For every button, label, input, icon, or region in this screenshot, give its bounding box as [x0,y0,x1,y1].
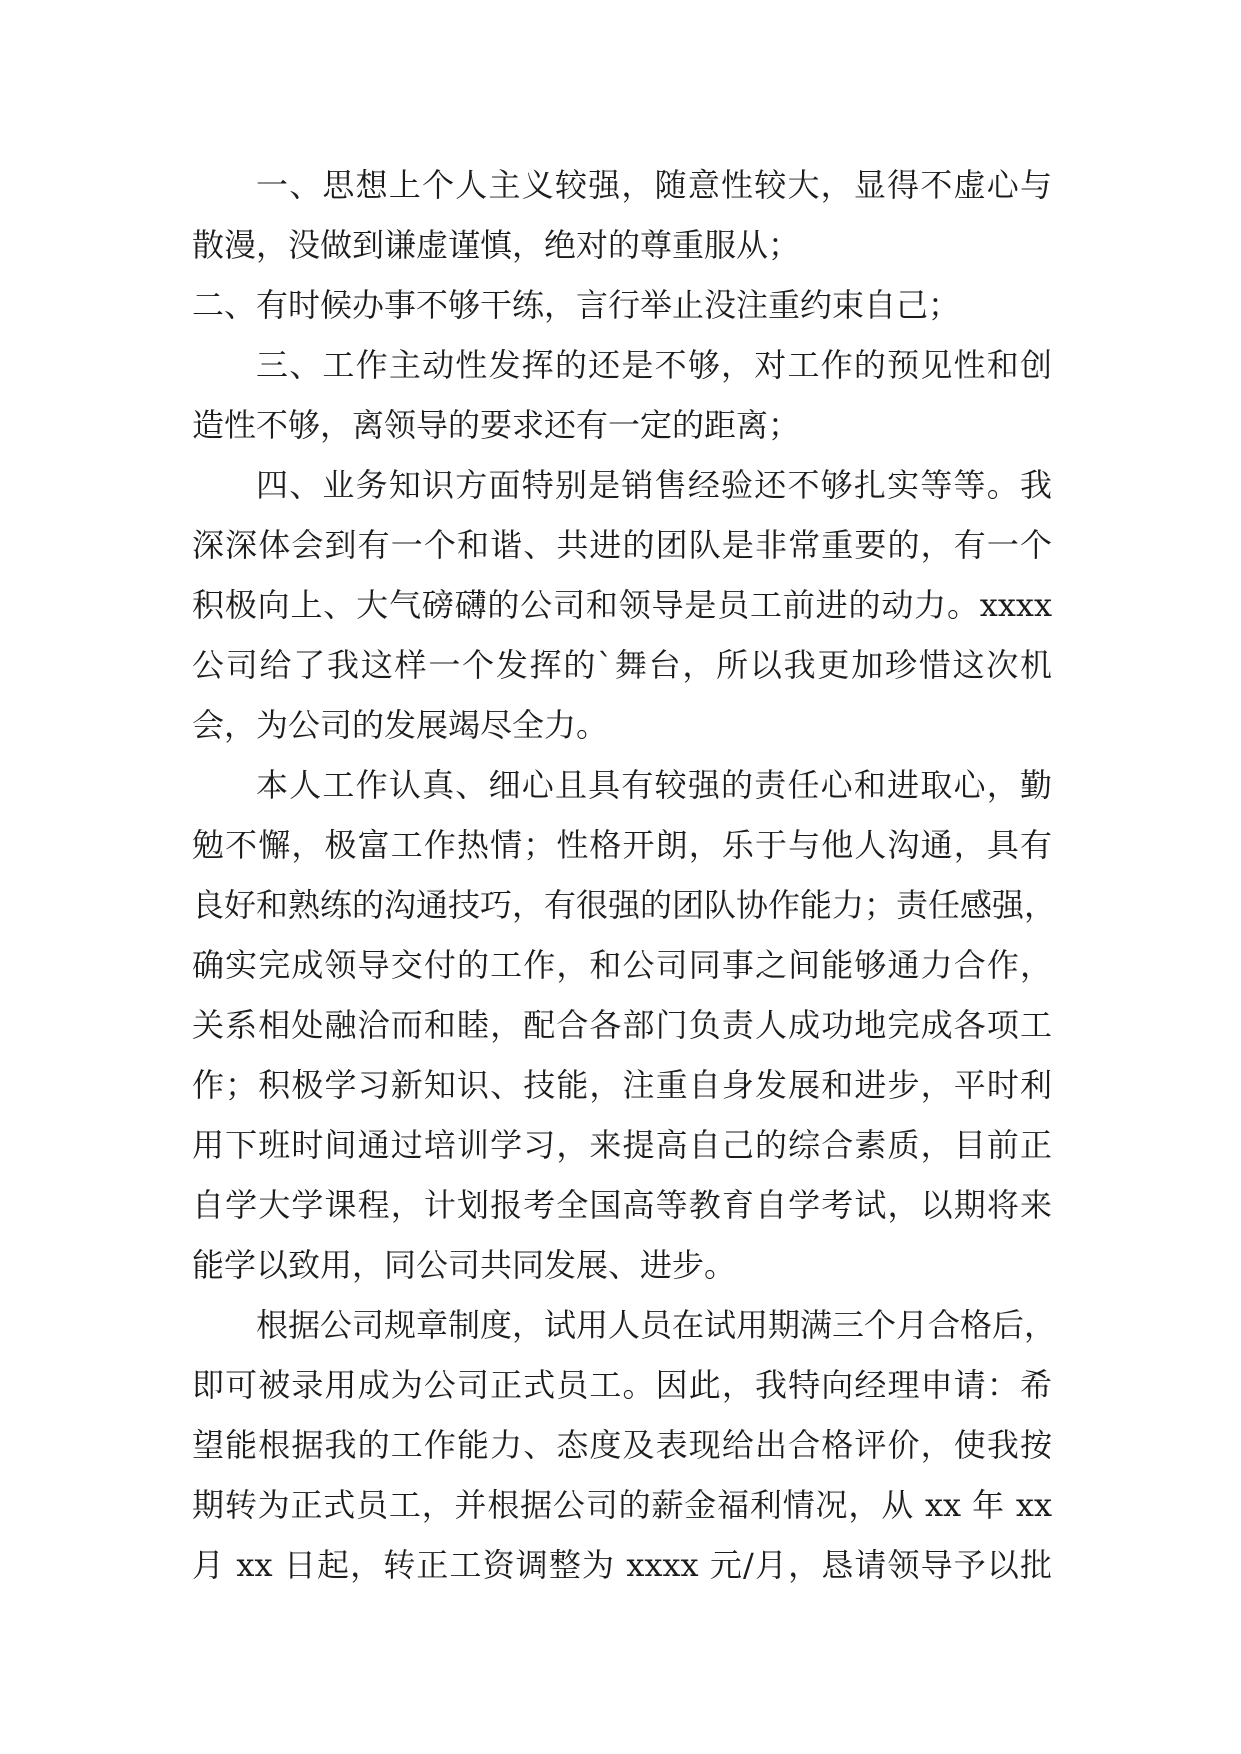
paragraph-5-line-8: 自学大学课程，计划报考全国高等教育自学考试，以期将来 [192,1186,1052,1224]
paragraph-5-line-1: 本人工作认真、细心且具有较强的责任心和进取心，勤 [256,766,1052,804]
document-body [192,155,1057,1595]
paragraph-4-line-5: 会，为公司的发展竭尽全力。 [192,706,609,744]
paragraph-5-line-7: 用下班时间通过培训学习，来提高自己的综合素质，目前正 [192,1126,1052,1164]
paragraph-5-line-6: 作；积极学习新知识、技能，注重自身发展和进步，平时利 [192,1066,1052,1104]
paragraph-5-line-4: 确实完成领导交付的工作，和公司同事之间能够通力合作， [192,946,1052,984]
paragraph-4-line-4: 公司给了我这样一个发挥的`舞台，所以我更加珍惜这次机 [192,646,1052,684]
paragraph-6-line-2: 即可被录用成为公司正式员工。因此，我特向经理申请：希 [192,1366,1052,1404]
paragraph-3-line-2: 造性不够，离领导的要求还有一定的距离； [192,406,801,444]
paragraph-1-line-1: 一、思想上个人主义较强，随意性较大，显得不虚心与 [256,166,1052,204]
paragraph-3-line-1: 三、工作主动性发挥的还是不够，对工作的预见性和创 [256,346,1052,384]
paragraph-5-line-2: 勉不懈，极富工作热情；性格开朗，乐于与他人沟通，具有 [192,826,1052,864]
paragraph-6-line-4: 期转为正式员工，并根据公司的薪金福利情况，从 xx 年 xx [192,1486,1052,1524]
paragraph-5-line-9: 能学以致用，同公司共同发展、进步。 [192,1246,737,1284]
paragraph-6-line-1: 根据公司规章制度，试用人员在试用期满三个月合格后， [256,1306,1057,1344]
paragraph-5-line-3: 良好和熟练的沟通技巧，有很强的团队协作能力；责任感强， [192,886,1057,924]
paragraph-5-line-5: 关系相处融洽而和睦，配合各部门负责人成功地完成各项工 [192,1006,1052,1044]
paragraph-1-line-2: 散漫，没做到谦虚谨慎，绝对的尊重服从； [192,226,801,264]
paragraph-6-line-5: 月 xx 日起，转正工资调整为 xxxx 元/月，恳请领导予以批 [192,1546,1052,1584]
paragraph-4-line-2: 深深体会到有一个和谐、共进的团队是非常重要的，有一个 [192,526,1052,564]
paragraph-4-line-1: 四、业务知识方面特别是销售经验还不够扎实等等。我 [256,466,1052,504]
paragraph-4-line-3: 积极向上、大气磅礴的公司和领导是员工前进的动力。xxxx [192,586,1052,624]
paragraph-6-line-3: 望能根据我的工作能力、态度及表现给出合格评价，使我按 [192,1426,1052,1464]
paragraph-2-line-1: 二、有时候办事不够干练，言行举止没注重约束自己； [192,286,961,324]
